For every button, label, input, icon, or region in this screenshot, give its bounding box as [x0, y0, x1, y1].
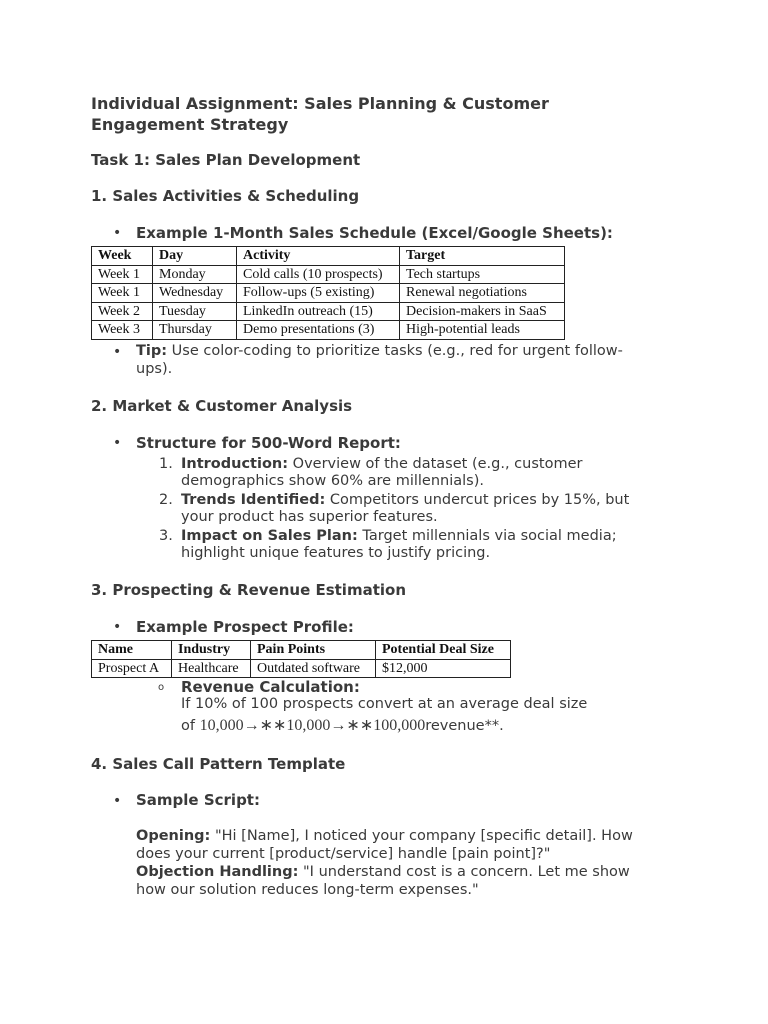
- list-item-label: Trends Identified:: [181, 492, 326, 508]
- list-item-text: Overview of the dataset (e.g., customer: [292, 456, 583, 472]
- list-number: 1.: [159, 456, 173, 472]
- bullet-marker: •: [113, 225, 122, 241]
- list-item-label: Introduction:: [181, 456, 289, 472]
- list-item-continued: demographics show 60% are millennials).: [181, 473, 484, 489]
- table-cell: Week 3: [92, 321, 153, 340]
- tip-line-1: [136, 343, 623, 361]
- schedule-bullet-label: Example 1-Month Sales Schedule (Excel/Google Sheets):: [136, 224, 613, 242]
- table-cell: Tuesday: [153, 302, 237, 321]
- revenue-suffix: revenue**.: [425, 718, 504, 734]
- table-cell: $12,000: [376, 659, 511, 678]
- task-heading: Task 1: Sales Plan Development: [91, 151, 361, 169]
- table-cell: Renewal negotiations: [400, 284, 565, 303]
- list-item-continued: your product has superior features.: [181, 509, 438, 525]
- table-cell: Follow-ups (5 existing): [237, 284, 400, 303]
- table-cell: High-potential leads: [400, 321, 565, 340]
- section-heading-3: 3. Prospecting & Revenue Estimation: [91, 581, 406, 599]
- table-cell: Week 1: [92, 284, 153, 303]
- revenue-prefix: of: [181, 718, 195, 734]
- table-cell: Cold calls (10 prospects): [237, 265, 400, 284]
- list-item-text: Competitors undercut prices by 15%, but: [329, 492, 630, 508]
- table-row: [92, 659, 511, 678]
- list-item: [181, 528, 617, 546]
- list-item: [181, 492, 629, 510]
- table-cell: Thursday: [153, 321, 237, 340]
- column-header-industry: Industry: [172, 641, 251, 660]
- table-cell: Monday: [153, 265, 237, 284]
- table-row: [92, 284, 565, 303]
- list-number: 3.: [159, 528, 173, 544]
- list-item: [181, 456, 582, 474]
- list-item-label: Impact on Sales Plan:: [181, 528, 358, 544]
- revenue-line-2: [181, 717, 504, 736]
- objection-line-2: how our solution reduces long-term expenses.": [136, 882, 479, 898]
- objection-label: Objection Handling:: [136, 864, 299, 880]
- column-header-target: Target: [400, 247, 565, 266]
- table-row: [92, 302, 565, 321]
- table-cell: Wednesday: [153, 284, 237, 303]
- table-cell: Healthcare: [172, 659, 251, 678]
- prospect-profile-label: Example Prospect Profile:: [136, 618, 354, 636]
- sub-bullet-marker: o: [158, 682, 165, 693]
- table-header-row: [92, 247, 565, 266]
- sample-script-label: Sample Script:: [136, 791, 260, 809]
- prospect-profile-table: [91, 640, 511, 678]
- report-structure-label: Structure for 500-Word Report:: [136, 434, 401, 452]
- tip-label: Tip:: [136, 343, 168, 359]
- table-row: [92, 321, 565, 340]
- column-header-pain-points: Pain Points: [251, 641, 376, 660]
- bullet-marker: •: [113, 344, 122, 360]
- section-heading-1: 1. Sales Activities & Scheduling: [91, 187, 360, 205]
- section-heading-4: 4. Sales Call Pattern Template: [91, 755, 346, 773]
- table-cell: Prospect A: [92, 659, 172, 678]
- sales-schedule-table: [91, 246, 565, 340]
- objection-line-1: [136, 864, 630, 882]
- tip-line-2: ups).: [136, 361, 173, 377]
- column-header-activity: Activity: [237, 247, 400, 266]
- page-title: Individual Assignment: Sales Planning & Customer Engagement Strategy: [91, 94, 549, 134]
- table-cell: Week 1: [92, 265, 153, 284]
- table-row: [92, 265, 565, 284]
- table-cell: LinkedIn outreach (15): [237, 302, 400, 321]
- revenue-calculation-label: Revenue Calculation:: [181, 678, 360, 696]
- revenue-math-expression: 10,000→∗∗10,000→∗∗100,000: [199, 717, 426, 734]
- opening-text: "Hi [Name], I noticed your company [specific detail]. How: [214, 828, 633, 844]
- revenue-line-1: If 10% of 100 prospects convert at an average deal size: [181, 696, 588, 712]
- opening-label: Opening:: [136, 828, 211, 844]
- bullet-marker: •: [113, 793, 122, 809]
- list-item-continued: highlight unique features to justify pricing.: [181, 545, 491, 561]
- opening-line-2: does your current [product/service] handle [pain point]?": [136, 846, 551, 862]
- section-heading-2: 2. Market & Customer Analysis: [91, 397, 353, 415]
- column-header-deal-size: Potential Deal Size: [376, 641, 511, 660]
- list-item-text: Target millennials via social media;: [362, 528, 617, 544]
- list-number: 2.: [159, 492, 173, 508]
- table-cell: Week 2: [92, 302, 153, 321]
- table-cell: Outdated software: [251, 659, 376, 678]
- column-header-day: Day: [153, 247, 237, 266]
- table-cell: Demo presentations (3): [237, 321, 400, 340]
- tip-text: Use color-coding to prioritize tasks (e.g., red for urgent follow-: [171, 343, 623, 359]
- bullet-marker: •: [113, 435, 122, 451]
- opening-line-1: [136, 828, 633, 846]
- bullet-marker: •: [113, 619, 122, 635]
- column-header-name: Name: [92, 641, 172, 660]
- table-cell: Tech startups: [400, 265, 565, 284]
- objection-text: "I understand cost is a concern. Let me show: [303, 864, 630, 880]
- table-header-row: [92, 641, 511, 660]
- table-cell: Decision-makers in SaaS: [400, 302, 565, 321]
- column-header-week: Week: [92, 247, 153, 266]
